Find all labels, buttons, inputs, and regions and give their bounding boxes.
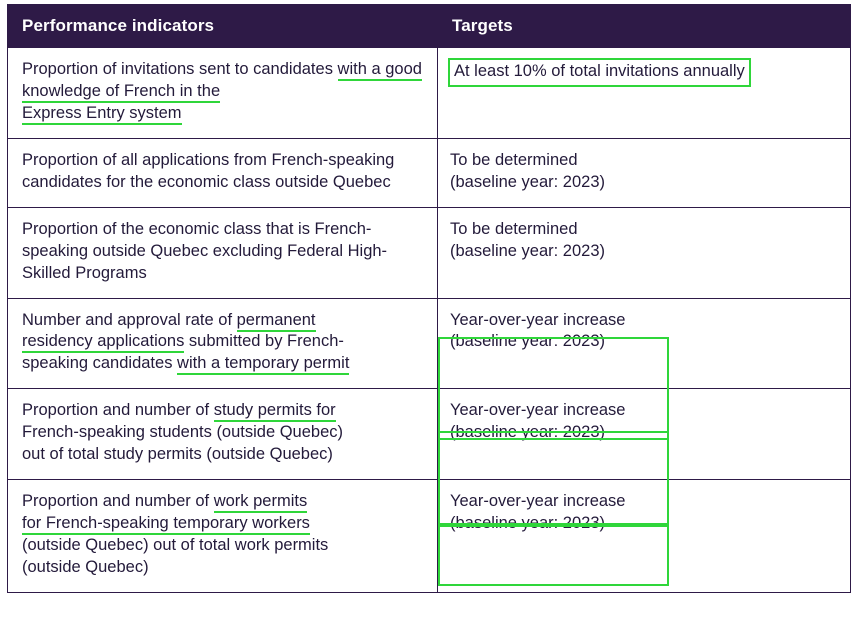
target-cell <box>438 389 851 480</box>
target-text-line1: To be determined <box>450 219 578 238</box>
indicator-text-plain: submitted by French- <box>184 332 344 351</box>
target-cell <box>438 480 851 593</box>
indicator-cell <box>8 48 438 139</box>
indicator-text-plain: Number and approval rate of <box>22 310 237 329</box>
table-row <box>8 480 851 593</box>
target-text-line1: Year-over-year increase <box>450 492 626 511</box>
table-header-row <box>8 5 851 48</box>
indicator-text-underlined: residency applications <box>22 332 184 353</box>
indicator-text-plain: Proportion and number of <box>22 401 214 420</box>
indicator-text-plain: Proportion of invitations sent to candidates <box>22 60 338 78</box>
indicator-cell: Proportion of the economic class that is French-speaking outside Quebec excluding Federal High-Skilled Programs <box>8 207 438 298</box>
table-row <box>8 48 851 139</box>
target-text-boxed: At least 10% of total invitations annually <box>448 58 751 87</box>
indicator-text-plain: out of total study permits (outside Quebec) <box>22 445 333 464</box>
table-header <box>8 5 851 48</box>
target-text-line2: (baseline year: 2023) <box>450 423 606 442</box>
target-text-line1: To be determined <box>450 150 578 169</box>
indicator-text-plain: (outside Quebec) <box>22 557 149 576</box>
table-row <box>8 298 851 389</box>
indicator-text-underlined: with a good knowledge of French in the <box>22 60 422 103</box>
document-page <box>0 4 857 643</box>
indicator-cell <box>8 480 438 593</box>
indicator-text-underlined: work permits <box>214 492 308 513</box>
indicator-text-plain: (outside Quebec) out of total work permits <box>22 536 329 554</box>
table-body <box>8 48 851 593</box>
target-cell <box>438 48 851 139</box>
indicator-text-underlined: permanent <box>237 311 316 332</box>
target-cell <box>438 298 851 389</box>
table-row <box>8 389 851 480</box>
target-text-line2: (baseline year: 2023) <box>450 241 606 260</box>
column-header-performance-indicators: Performance indicators <box>8 5 438 48</box>
indicator-text-plain: Proportion and number of <box>22 492 214 511</box>
indicator-text-plain: French-speaking students (outside Quebec) <box>22 423 344 442</box>
indicator-cell <box>8 389 438 480</box>
indicator-text-underlined: Express Entry system <box>22 104 182 125</box>
column-header-targets: Targets <box>438 5 851 48</box>
target-text-line2: (baseline year: 2023) <box>450 514 606 533</box>
performance-indicators-table <box>7 4 851 593</box>
table-row <box>8 138 851 207</box>
indicator-cell: Proportion of all applications from French-speaking candidates for the economic class outside Quebec <box>8 138 438 207</box>
indicator-cell <box>8 298 438 389</box>
indicator-text-underlined: study permits <box>214 401 312 422</box>
target-text-line2: (baseline year: 2023) <box>450 332 606 351</box>
target-text-line1: Year-over-year increase <box>450 310 626 329</box>
indicator-text-plain: speaking candidates <box>22 354 178 373</box>
target-cell <box>438 207 851 298</box>
target-text-line2: (baseline year: 2023) <box>450 172 606 191</box>
indicator-text-underlined: for French-speaking temporary workers <box>22 514 310 535</box>
table-row <box>8 207 851 298</box>
target-annotation-group <box>450 310 838 354</box>
target-cell <box>438 138 851 207</box>
indicator-text-plain: for <box>312 401 336 422</box>
indicator-text-underlined: with a temporary permit <box>177 354 349 375</box>
target-text-line1: Year-over-year increase <box>450 401 626 420</box>
